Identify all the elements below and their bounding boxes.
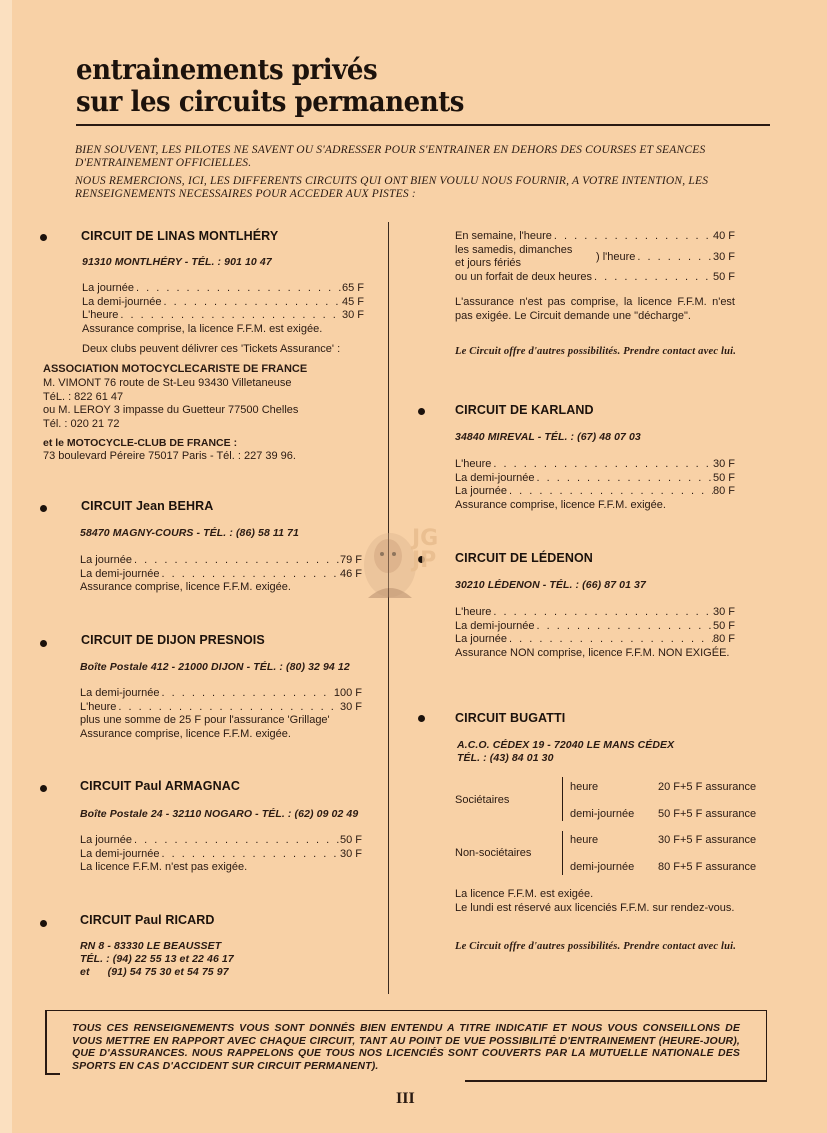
unit-label: demi-journée [570, 808, 635, 820]
circuit-bugatti-info-2: TÉL. : (43) 84 01 30 [457, 752, 554, 764]
circuit-armagnac-info: Boîte Postale 24 - 32110 NOGARO - TÉL. : (62) 09 02 49 [80, 808, 359, 820]
rate-note: plus une somme de 25 F pour l'assurance 'Grillage' [80, 714, 330, 726]
bullet-icon [418, 408, 425, 415]
circuit-armagnac-title: CIRCUIT Paul ARMAGNAC [80, 779, 240, 793]
weekend-label: les samedis, dimanches et jours fériés [455, 244, 573, 269]
unit-label: heure [570, 781, 599, 793]
unit-price: 50 F+5 F assurance [658, 808, 757, 820]
intro [75, 144, 745, 206]
rate-row: La demi-journée . . . 45 F [82, 296, 364, 310]
right-top-rates [455, 230, 735, 244]
footer-frame-bottom-left [45, 1073, 60, 1075]
footer-frame-left [45, 1010, 47, 1074]
circuit-ricard-info: RN 8 - 83330 LE BEAUSSET TÉL. : (94) 22 55 13 et 22 46 17 et (91) 54 75 30 et 54 75 97 [80, 940, 234, 978]
moto-club-line: 73 boulevard Péreire 75017 Paris - Tél. : 227 39 96. [43, 450, 296, 462]
circuit-bugatti-title: CIRCUIT BUGATTI [455, 711, 566, 725]
intro-paragraph-1: BIEN SOUVENT, LES PILOTES NE SAVENT OU S'ADRESSER POUR S'ENTRAINER EN DEHORS DES COURSES ET SEANCES D'ENTRAINEMENT OFFICIELLES. [75, 144, 706, 169]
unit-label: demi-journée [570, 861, 635, 873]
rate-row: La demi-journée . . . 46 F [80, 568, 362, 582]
forfait-rate [455, 271, 735, 285]
group-name: Sociétaires [455, 794, 510, 806]
rate-row: La journée . . . 80 F [455, 633, 735, 647]
footer-frame-bottom-right [465, 1080, 767, 1082]
bullet-icon [418, 715, 425, 722]
rate-row: La demi-journée . . . 100 F [80, 687, 362, 701]
circuit-ledenon-title: CIRCUIT DE LÉDENON [455, 551, 593, 565]
page-number: III [396, 1090, 415, 1107]
title-line-2: sur les circuits permanents [76, 85, 464, 118]
unit-price: 20 F+5 F assurance [658, 781, 757, 793]
bugatti-table [455, 775, 775, 885]
circuit-dijon-info: Boîte Postale 412 - 21000 DIJON - TÉL. : (80) 32 94 12 [80, 661, 350, 673]
circuit-dijon-rates [80, 687, 362, 741]
rate-note: Assurance comprise, licence F.F.M. exigée. [80, 581, 291, 593]
rate-row: L'heure . . . 30 F [80, 701, 362, 715]
title-rule [440, 124, 770, 126]
rate-row: L'heure . . . 30 F [455, 606, 735, 620]
group-bracket [562, 777, 563, 821]
rate-row: La journée . . . 80 F [455, 485, 735, 499]
circuit-karland-rates [455, 458, 735, 512]
rate-row: L'heure . . . 30 F [82, 309, 364, 323]
rate-row: L'heure . . . 30 F [455, 458, 735, 472]
unit-label: heure [570, 834, 599, 846]
rate-row: La journée . . . 65 F [82, 282, 364, 296]
circuit-dijon-title: CIRCUIT DE DIJON PRESNOIS [81, 633, 265, 647]
circuit-linas-rates [82, 282, 364, 336]
bugatti-sign: Le Circuit offre d'autres possibilités. Prendre contact avec lui. [455, 941, 737, 952]
rate-row: La journée . . . 79 F [80, 554, 362, 568]
bugatti-note-1: La licence F.F.M. est exigée. [455, 888, 594, 900]
circuit-linas-info: 91310 MONTLHÉRY - TÉL. : 901 10 47 [82, 256, 272, 268]
bullet-icon [40, 920, 47, 927]
watermark-text: JG JP [412, 526, 439, 573]
intro-paragraph-2: NOUS REMERCIONS, ICI, LES DIFFERENTS CIRCUITS QUI ONT BIEN VOULU NOUS FOURNIR, A VOTRE INTENTION, LES RENSEIGNEMENTS NECESSAIRES POUR ACCEDER AUX PISTES : [75, 175, 709, 200]
rate-row: La journée . . . 50 F [80, 834, 362, 848]
rate-row: La demi-journée . . . 50 F [455, 472, 735, 486]
circuit-bugatti-info-1: A.C.O. CÉDEX 19 - 72040 LE MANS CÉDEX [457, 739, 675, 751]
unit-price: 80 F+5 F assurance [658, 861, 757, 873]
rate-row: La demi-journée . . . 50 F [455, 620, 735, 634]
clubs-note: Deux clubs peuvent délivrer ces 'Tickets Assurance' : [82, 343, 341, 355]
group-bracket [562, 831, 563, 875]
bullet-icon [40, 505, 47, 512]
circuit-ledenon-rates [455, 606, 735, 660]
bullet-icon [40, 785, 47, 792]
circuit-ledenon-info: 30210 LÉDENON - TÉL. : (66) 87 01 37 [455, 579, 646, 591]
right-top-sign: Le Circuit offre d'autres possibilités. Prendre contact avec lui. [455, 346, 737, 357]
page-title [76, 54, 464, 118]
rate-note: La licence F.F.M. n'est pas exigée. [80, 861, 248, 873]
circuit-linas-title: CIRCUIT DE LINAS MONTLHÉRY [81, 229, 279, 243]
rate-note: Assurance NON comprise, licence F.F.M. NON EXIGÉE. [455, 646, 730, 659]
circuit-behra-info: 58470 MAGNY-COURS - TÉL. : (86) 58 11 71 [80, 527, 299, 539]
rate-row: La demi-journée . . . 30 F [80, 848, 362, 862]
bugatti-note-2: Le lundi est réservé aux licenciés F.F.M. sur rendez-vous. [455, 902, 735, 914]
rate-note: Assurance comprise, la licence F.F.M. est exigée. [82, 322, 323, 335]
group-name: Non-sociétaires [455, 847, 532, 859]
rate-row: ou un forfait de deux heures . . . 50 F [455, 271, 735, 285]
assoc-lines: M. VIMONT 76 route de St-Leu 93430 Villetaneuse TéL. : 822 61 47 ou M. LEROY 3 impasse du Guetteur 77500 Chelles Tél. : 020 21 72 [43, 377, 299, 430]
circuit-ricard-title: CIRCUIT Paul RICARD [80, 913, 215, 927]
rate-row: En semaine, l'heure . . . 40 F [455, 230, 735, 244]
moto-club-title: et le MOTOCYCLE-CLUB DE FRANCE : [43, 437, 238, 449]
title-line-1: entrainements privés [76, 53, 378, 86]
unit-price: 30 F+5 F assurance [658, 834, 757, 846]
rate-note: Assurance comprise, licence F.F.M. exigée. [455, 498, 666, 511]
rate-note: Assurance comprise, licence F.F.M. exigée. [80, 727, 291, 740]
circuit-karland-info: 34840 MIREVAL - TÉL. : (67) 48 07 03 [455, 431, 641, 443]
circuit-karland-title: CIRCUIT DE KARLAND [455, 403, 594, 417]
circuit-behra-rates [80, 554, 362, 595]
circuit-behra-title: CIRCUIT Jean BEHRA [81, 499, 214, 513]
bullet-icon [40, 234, 47, 241]
assoc-title: ASSOCIATION MOTOCYCLECARISTE DE FRANCE [43, 363, 308, 375]
bullet-icon [40, 640, 47, 647]
weekend-rate: ) l'heure . . . 30 F [596, 251, 735, 265]
footer-disclaimer: TOUS CES RENSEIGNEMENTS VOUS SONT DONNÉS BIEN ENTENDU A TITRE INDICATIF ET NOUS VOUS CONSEILLONS DE VOUS METTRE EN RAPPORT AVEC CHAQUE CIRCUIT, TANT AU POINT DE VUE POSSIBILITÉ D'ENTRAINEMENT (HEURE-JOUR), QUE D'ASSURANCES. NOUS RAPPELONS QUE TOUS NOS LICENCIÉS SONT COUVERTS PAR LA MUTUELLE NATIONALE DES SPORTS EN CAS D'ACCIDENT SUR CIRCUIT PERMANENT). [72, 1022, 740, 1072]
title-underline [76, 124, 446, 126]
right-top-note: L'assurance n'est pas comprise, la licence F.F.M. n'est pas exigée. Le Circuit demande une "décharge". [455, 296, 735, 322]
page-edge [0, 0, 12, 1133]
circuit-armagnac-rates [80, 834, 362, 875]
